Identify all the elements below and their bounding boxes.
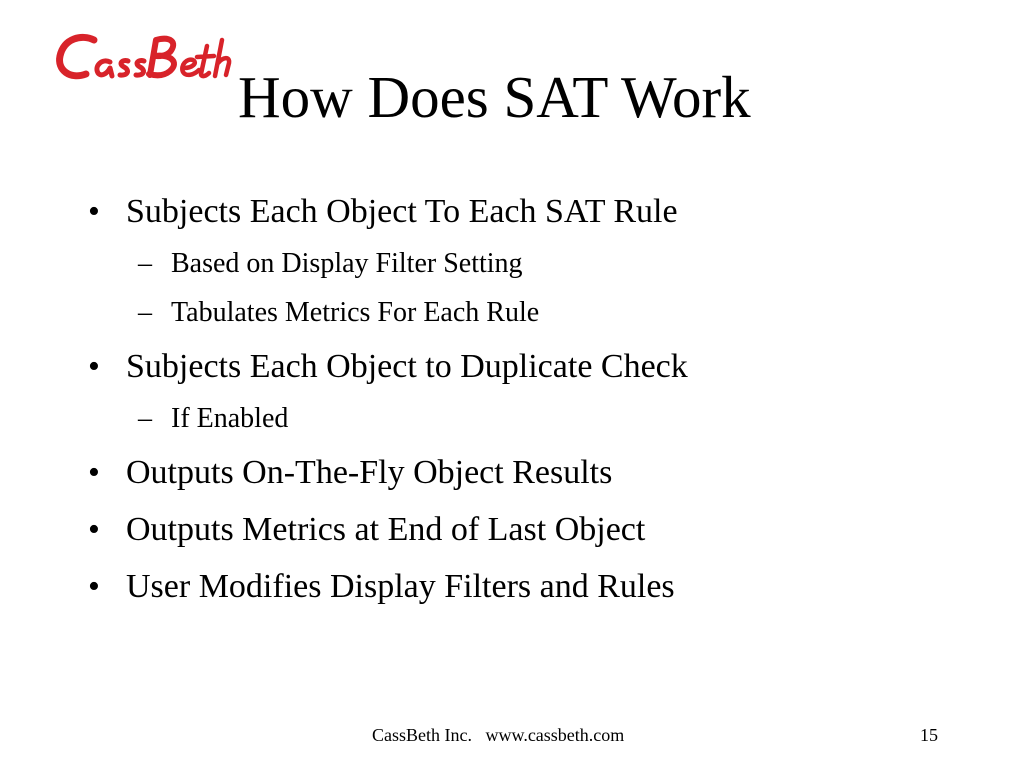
sub-bullet-marker: – — [138, 248, 152, 279]
bullet-marker: • — [88, 511, 100, 548]
bullet-item — [88, 193, 678, 230]
bullet-marker: • — [88, 348, 100, 385]
page-number: 15 — [920, 725, 938, 745]
bullet-text: Outputs On-The-Fly Object Results — [126, 454, 613, 491]
sub-bullet-marker: – — [138, 403, 152, 434]
bullet-marker: • — [88, 568, 100, 605]
sub-bullet-text: Based on Display Filter Setting — [171, 248, 523, 279]
bullet-text: Subjects Each Object To Each SAT Rule — [126, 193, 678, 230]
footer-website: www.cassbeth.com — [485, 725, 625, 745]
bullet-item — [88, 348, 688, 385]
footer-company: CassBeth Inc. — [372, 725, 472, 745]
sub-bullet-item — [138, 403, 289, 434]
bullet-marker: • — [88, 193, 100, 230]
slide-title: How Does SAT Work — [238, 64, 751, 130]
bullet-text: Outputs Metrics at End of Last Object — [126, 511, 646, 548]
bullet-item — [88, 511, 646, 548]
sub-bullet-marker: – — [138, 297, 152, 328]
bullet-marker: • — [88, 454, 100, 491]
sub-bullet-text: If Enabled — [171, 403, 289, 434]
sub-bullet-item — [138, 248, 523, 279]
bullet-text: User Modifies Display Filters and Rules — [126, 568, 675, 605]
sub-bullet-text: Tabulates Metrics For Each Rule — [171, 297, 540, 328]
bullet-text: Subjects Each Object to Duplicate Check — [126, 348, 688, 385]
bullet-item — [88, 568, 675, 605]
bullet-item — [88, 454, 613, 491]
footer-company-website — [372, 726, 624, 744]
sub-bullet-item — [138, 297, 540, 328]
